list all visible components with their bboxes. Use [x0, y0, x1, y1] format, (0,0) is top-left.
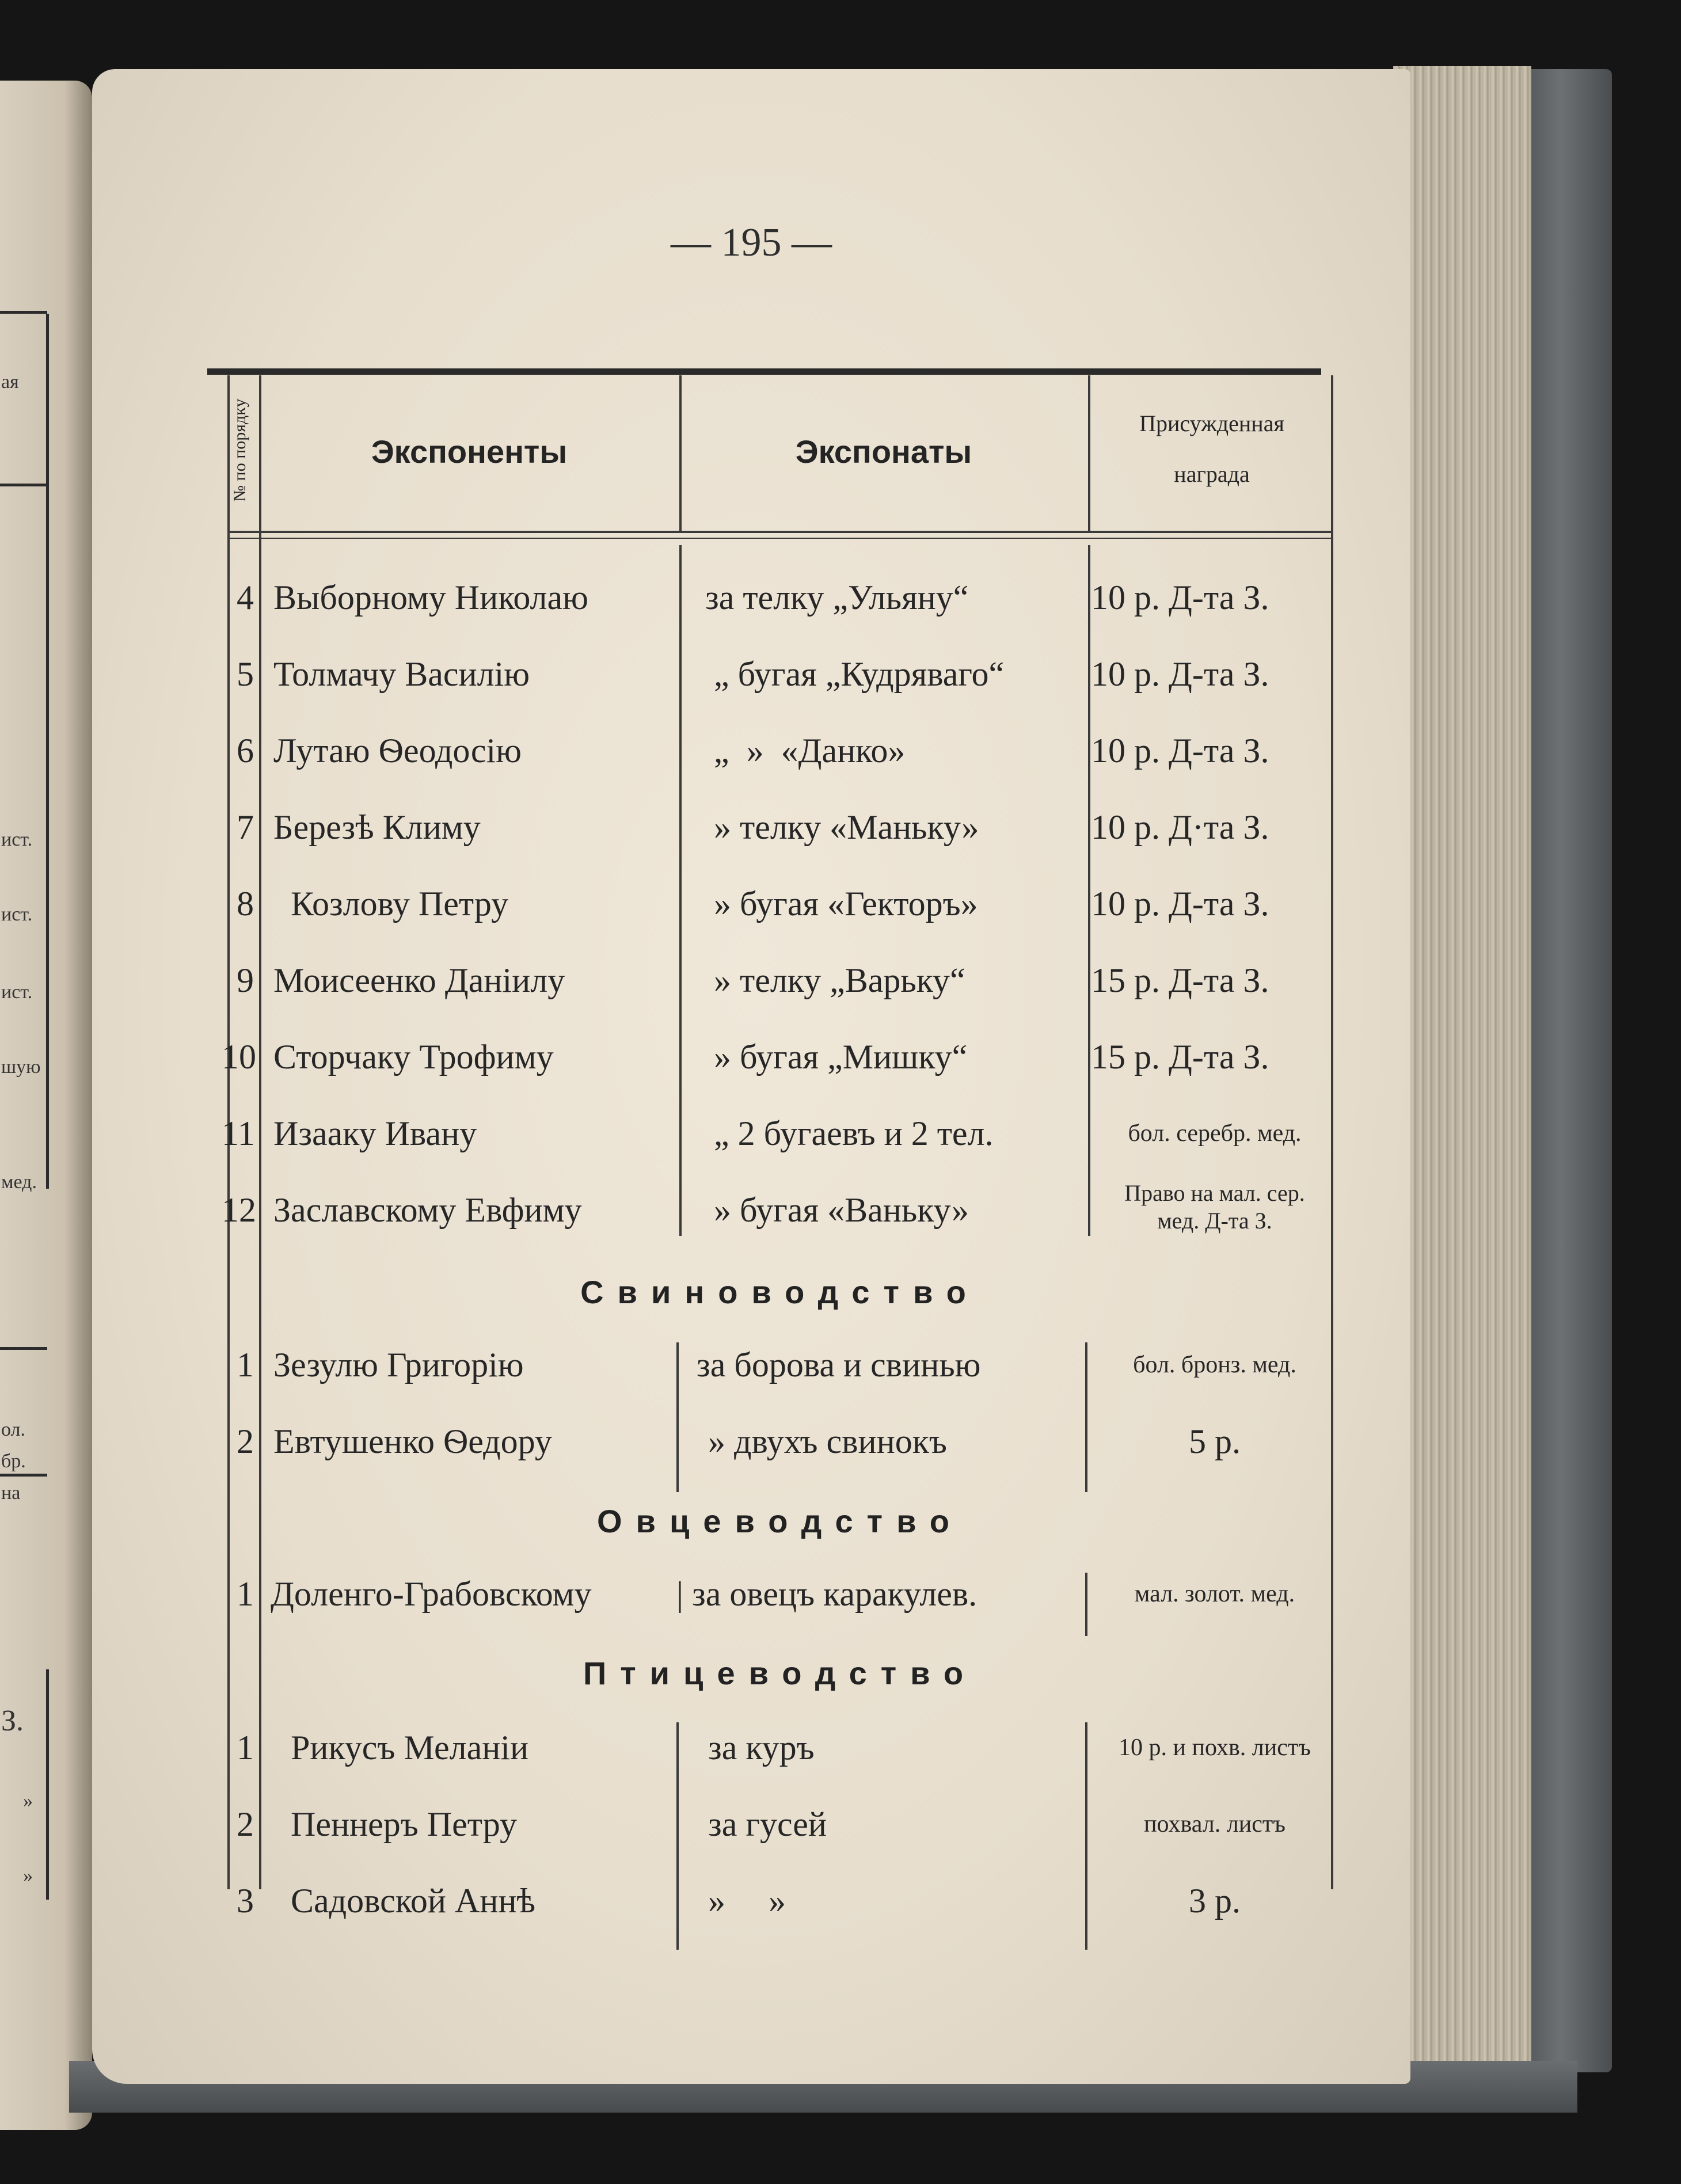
left-page-rule: [0, 1347, 47, 1350]
award: 10 р. Д-та З.: [1091, 732, 1269, 770]
page-number: — 195 —: [671, 220, 832, 265]
header-exponents: Экспоненты: [371, 433, 568, 470]
exhibit: » телку „Варьку“: [714, 961, 965, 999]
left-page-text: шую: [1, 1056, 41, 1078]
left-page-text: »: [23, 1865, 33, 1886]
left-page-text: ол.: [1, 1419, 26, 1440]
exponent-name: Заславскому Евфиму: [273, 1191, 582, 1229]
table-row: [227, 1422, 1333, 1497]
exhibit: „ бугая „Кудряваго“: [714, 655, 1005, 693]
table-row: [227, 884, 1333, 959]
award: бол. бронз. мед.: [1133, 1352, 1296, 1378]
row-number: 2: [237, 1805, 254, 1843]
left-page-text: ист.: [1, 904, 33, 925]
table-row: [227, 808, 1333, 882]
exhibit: за телку „Ульяну“: [705, 579, 969, 617]
row-number: 11: [222, 1114, 255, 1152]
exponent-name: Зезулю Григорію: [273, 1346, 524, 1384]
exponent-name: Евтушенко Ѳедору: [273, 1422, 552, 1460]
exponent-name: Рикусъ Меланіи: [291, 1729, 529, 1767]
award: 3 р.: [1189, 1882, 1241, 1920]
exponent-name: Садовской Аннѣ: [291, 1882, 536, 1920]
award-line1: Право на мал. сер.: [1124, 1180, 1305, 1206]
table-row: [227, 1805, 1333, 1879]
table-row: [222, 1114, 1333, 1189]
award: 15 р. Д-та З.: [1091, 1038, 1269, 1076]
exponent-name: Пеннеръ Петру: [291, 1805, 517, 1843]
exponent-name: Сторчаку Трофиму: [273, 1038, 554, 1076]
exponent-name: Выборному Николаю: [273, 579, 588, 617]
exponent-name: Березѣ Климу: [273, 808, 481, 846]
exhibit: за куръ: [708, 1729, 815, 1767]
left-page-text: бр.: [1, 1451, 26, 1472]
award: 10 р. Д-та З.: [1091, 655, 1269, 693]
award: похвал. листъ: [1144, 1811, 1286, 1837]
table-row: [227, 1728, 1333, 1803]
row-number: 4: [237, 579, 254, 617]
row-number: 2: [237, 1422, 254, 1460]
exponent-name: Лутаю Ѳеодосію: [273, 732, 522, 770]
left-page-rule: [0, 1474, 47, 1477]
award: 5 р.: [1189, 1422, 1241, 1460]
top-rule: [207, 368, 1321, 375]
row-number: 1: [237, 1729, 254, 1767]
exhibit: » двухъ свинокъ: [708, 1422, 947, 1460]
exhibit: „ 2 бугаевъ и 2 тел.: [714, 1114, 994, 1152]
awards-table: [222, 375, 1333, 1930]
left-page-text: ая: [1, 371, 19, 393]
exhibit: | за овецъ каракулев.: [676, 1575, 978, 1613]
exponent-name: Моисеенко Даніилу: [273, 961, 565, 999]
header-rule: [227, 531, 1333, 533]
row-number: 5: [237, 655, 254, 693]
award: 10 р. Д-та З.: [1091, 579, 1269, 617]
book-cover-edge: [1526, 69, 1612, 2072]
award: 10 р. Д·та З.: [1091, 808, 1269, 846]
header-column-line: [1088, 375, 1090, 531]
left-page-column-line: [46, 1669, 49, 1900]
row-number: 10: [222, 1038, 256, 1076]
page-edges: [1393, 66, 1531, 2064]
section-title-sheep: Овцеводство: [597, 1503, 963, 1539]
page: [92, 69, 1410, 2084]
exponent-name: Козлову Петру: [291, 885, 509, 923]
left-page-text: мед.: [1, 1171, 37, 1193]
award: 10 р. Д-та З.: [1091, 885, 1269, 923]
left-page-text: З.: [1, 1704, 24, 1737]
table-row: [227, 731, 1333, 806]
table-row: [227, 1345, 1333, 1420]
award-line2: мед. Д-та З.: [1157, 1208, 1272, 1234]
left-page-text: ист.: [1, 981, 33, 1003]
award: мал. золот. мед.: [1134, 1581, 1295, 1607]
left-page-rule: [0, 311, 47, 314]
row-number: 7: [237, 808, 254, 846]
left-page-rule: [0, 484, 47, 486]
left-page-text: ист.: [1, 829, 33, 850]
exponent-name: Изааку Ивану: [273, 1114, 477, 1152]
row-number: 12: [222, 1191, 256, 1229]
table-row: [222, 1180, 1333, 1265]
exhibit: » »: [708, 1882, 786, 1920]
exhibit: » телку «Маньку»: [714, 808, 979, 846]
section-title-poultry: Птицеводство: [583, 1655, 978, 1691]
exhibit: » бугая «Ваньку»: [714, 1191, 969, 1229]
exhibit: » бугая «Гекторъ»: [714, 885, 978, 923]
table-row: [227, 961, 1333, 1036]
header-column-line: [679, 375, 682, 531]
section-title-pigs: Свиноводство: [580, 1274, 980, 1310]
row-number: 9: [237, 961, 254, 999]
table-row: [227, 1574, 1333, 1649]
header-award-line1: Присужденная: [1139, 410, 1284, 436]
table-row: [227, 1881, 1333, 1956]
row-number: 1: [237, 1346, 254, 1384]
row-number: 8: [237, 885, 254, 923]
award: 10 р. и похв. листъ: [1119, 1734, 1311, 1761]
header-award-line2: награда: [1174, 461, 1250, 487]
exponent-name: Толмачу Василію: [273, 655, 530, 693]
row-number: 1: [237, 1575, 254, 1613]
header-number: № по порядку: [230, 398, 249, 502]
exhibit: „ » «Данко»: [714, 732, 906, 770]
row-number: 3: [237, 1882, 254, 1920]
table-row: [227, 578, 1333, 653]
exhibit: за борова и свинью: [697, 1346, 981, 1384]
left-page-text: на: [1, 1482, 21, 1504]
left-page-text: »: [23, 1790, 33, 1812]
award: 15 р. Д-та З.: [1091, 961, 1269, 999]
header-rule-thin: [227, 538, 1333, 539]
left-page-fragment: [0, 81, 92, 2130]
exponent-name: Доленго-Грабовскому: [271, 1575, 592, 1613]
row-number: 6: [237, 732, 254, 770]
award: бол. серебр. мед.: [1128, 1120, 1302, 1147]
header-exhibits: Экспонаты: [795, 433, 972, 470]
exhibit: » бугая „Мишку“: [714, 1038, 968, 1076]
left-page-column-line: [46, 314, 49, 1189]
table-row: [227, 655, 1333, 729]
table-row: [222, 1037, 1333, 1112]
exhibit: за гусей: [708, 1805, 827, 1843]
